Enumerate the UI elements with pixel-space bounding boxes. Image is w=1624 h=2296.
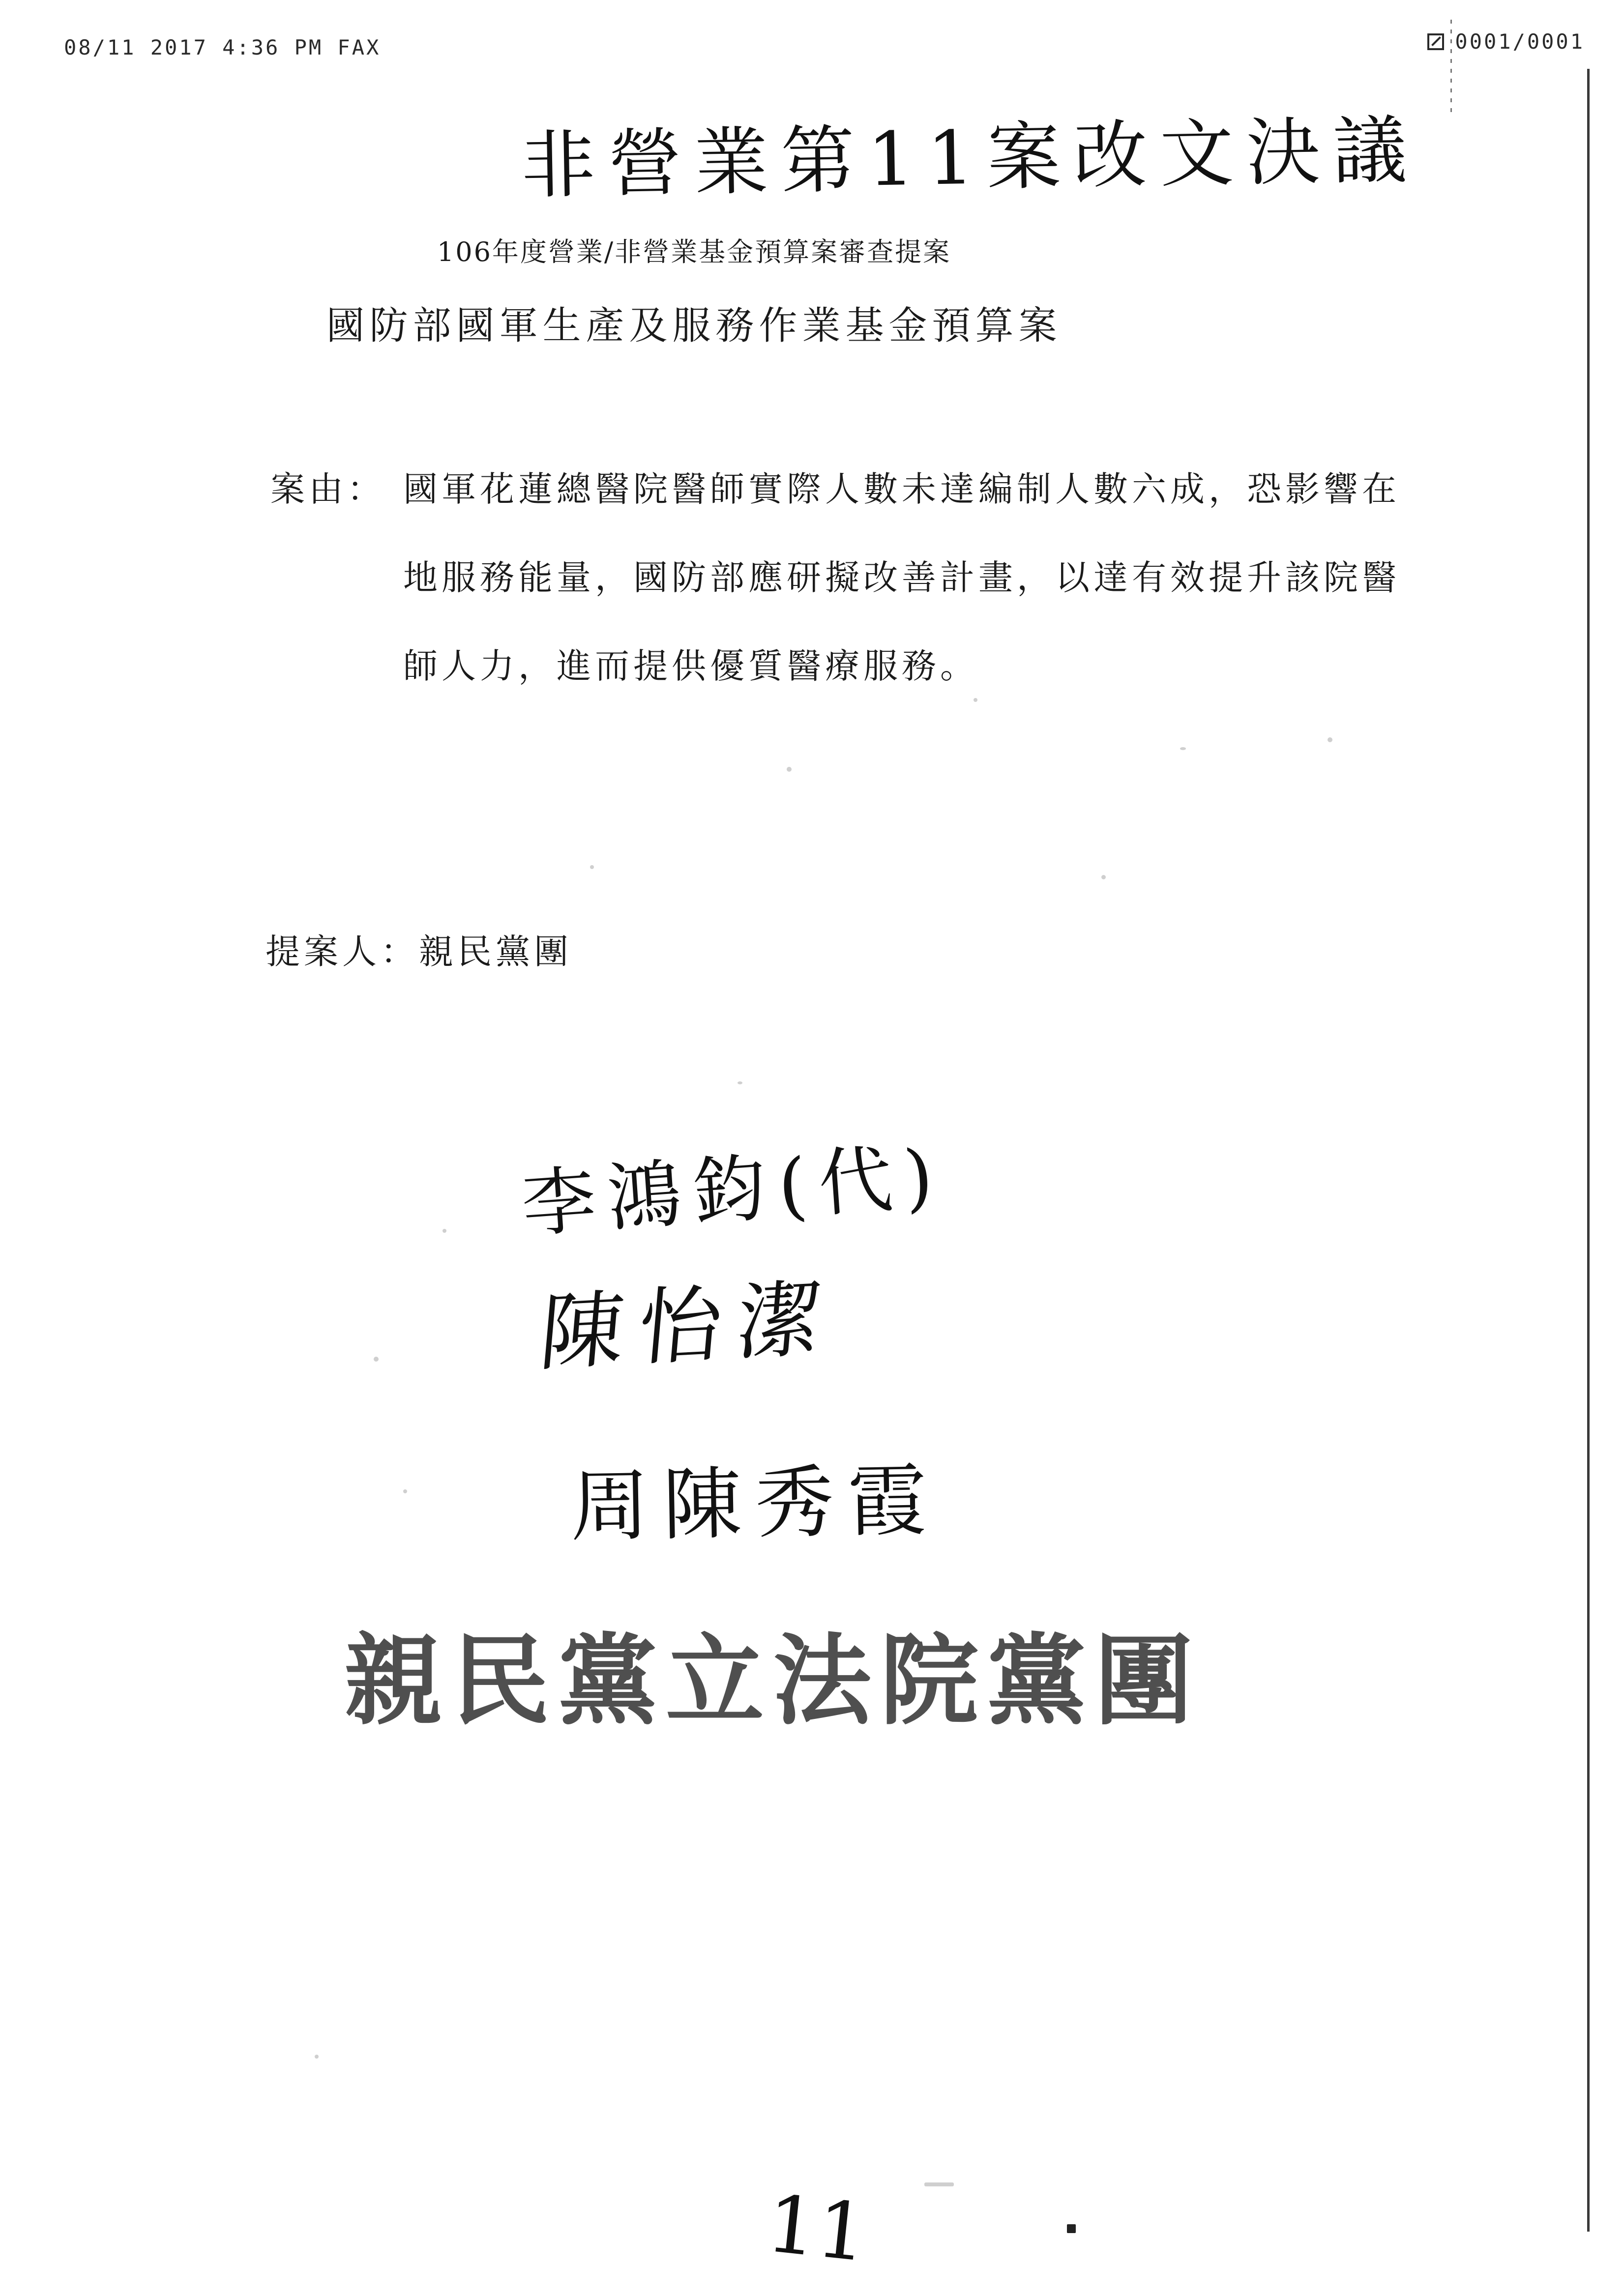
party-caucus-stamp: 親民黨立法院黨團	[344, 1623, 1202, 1739]
fax-check-icon	[1427, 33, 1444, 50]
fax-noise	[374, 1357, 379, 1362]
fax-datetime: 08/11 2017 4:36 PM FAX	[64, 35, 381, 59]
fax-page-count: 0001/0001	[1455, 29, 1585, 54]
proposer-line: 提案人：親民黨團	[266, 931, 572, 972]
handwritten-page-mark: 11	[762, 2177, 872, 2280]
reason-text: 國軍花蓮總醫院醫師實際人數未達編制人數六成，恐影響在地服務能量，國防部應研擬改善計畫，以達有效提升該院醫師人力，進而提供優質醫療服務。	[403, 469, 1400, 686]
signature-2: 陳怡潔	[536, 1269, 839, 1383]
document-title: 國防部國軍生產及服務作業基金預算案	[326, 304, 1062, 348]
fax-speck	[1067, 2224, 1076, 2233]
reason-section	[270, 445, 1406, 710]
fax-noise	[1328, 737, 1332, 742]
fax-noise	[738, 1081, 742, 1084]
fax-noise	[974, 698, 977, 702]
fax-noise	[787, 767, 792, 772]
signature-1: 李鴻鈞(代)	[519, 1133, 948, 1248]
fax-noise	[1180, 747, 1186, 750]
page-edge-dash	[1450, 20, 1452, 118]
page-edge-line	[1587, 69, 1590, 2232]
fax-noise	[1101, 875, 1106, 879]
fax-noise	[924, 2182, 954, 2186]
handwritten-title: 非營業第11案改文決議	[520, 108, 1420, 209]
document-subtitle: 106年度營業/非營業基金預算案審查提案	[437, 236, 951, 267]
reason-label: 案由：	[270, 469, 385, 509]
fax-noise	[403, 1489, 407, 1493]
fax-noise	[315, 2055, 319, 2059]
fax-noise	[443, 1229, 446, 1233]
fax-noise	[590, 865, 594, 869]
signature-3: 周陳秀霞	[569, 1454, 941, 1553]
